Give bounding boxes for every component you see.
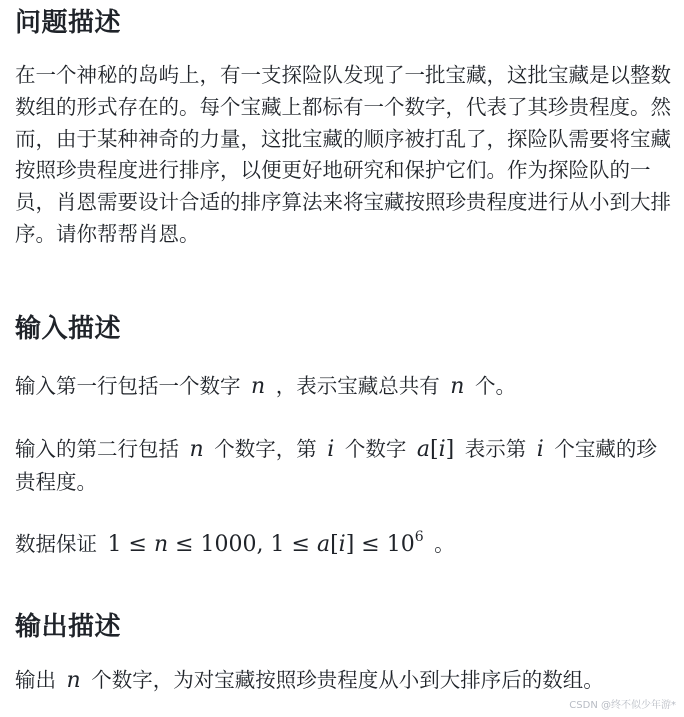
section-heading-input: 输入描述 xyxy=(15,314,122,344)
math-var: a xyxy=(416,437,430,462)
input-line-1 xyxy=(15,370,516,404)
text: 个数字，为对宝藏按照珍贵程度从小到大排序后的数组。 xyxy=(84,668,604,692)
section-heading-output: 输出描述 xyxy=(15,612,122,642)
section-heading-problem: 问题描述 xyxy=(15,8,122,38)
text: 表示第 xyxy=(458,437,533,461)
math-var: n xyxy=(189,437,204,462)
text: 输入第一行包括一个数字 xyxy=(15,374,248,398)
math-bracket: [ xyxy=(429,437,439,462)
math-var: n xyxy=(251,374,266,399)
text: 数据保证 xyxy=(15,532,104,556)
math-expr xyxy=(413,437,458,462)
text: 个。 xyxy=(468,374,516,398)
text: 输入的第二行包括 xyxy=(15,437,186,461)
csdn-watermark: CSDN @终不似少年游* xyxy=(569,700,676,711)
math-constraint xyxy=(104,529,428,557)
math-var: i xyxy=(327,437,335,462)
math-var: n xyxy=(153,532,169,557)
math-exponent: 6 xyxy=(414,529,424,545)
problem-paragraph: 在一个神秘的岛屿上，有一支探险队发现了一批宝藏，这批宝藏是以整数数组的形式存在的。每个宝藏上都标有一个数字，代表了其珍贵程度。然而，由于某种神奇的力量，这批宝藏的顺序被打乱了，探险队需要将宝藏按照珍贵程度进行排序，以便更好地研究和保护它们。作为探险队的一员，肖恩需要设计合适的排序算法来将宝藏按照珍贵程度进行从小到大排序。请你帮帮肖恩。 xyxy=(15,63,671,246)
math-bracket: ] xyxy=(445,437,455,462)
math-part: ≤ 1000, 1 ≤ xyxy=(168,532,317,557)
math-var: i xyxy=(338,532,346,557)
math-bracket: [ xyxy=(330,532,339,557)
output-line xyxy=(15,664,604,698)
text: 个数字 xyxy=(338,437,413,461)
math-bracket: ] xyxy=(345,532,355,557)
text: 个数字，第 xyxy=(207,437,324,461)
math-var: n xyxy=(66,668,81,693)
math-part: 1 ≤ xyxy=(107,532,154,557)
math-var: i xyxy=(536,437,544,462)
text: 。 xyxy=(427,532,455,556)
text: 输出 xyxy=(15,668,63,692)
math-var: a xyxy=(316,532,331,557)
input-line-2 xyxy=(15,433,675,499)
text: 个宝藏的珍贵程度。 xyxy=(15,437,657,495)
math-var: n xyxy=(450,374,465,399)
text: ，表示宝藏总共有 xyxy=(269,374,447,398)
math-var: i xyxy=(438,437,446,462)
math-part: ≤ 10 xyxy=(354,532,415,557)
input-line-3 xyxy=(15,527,455,562)
